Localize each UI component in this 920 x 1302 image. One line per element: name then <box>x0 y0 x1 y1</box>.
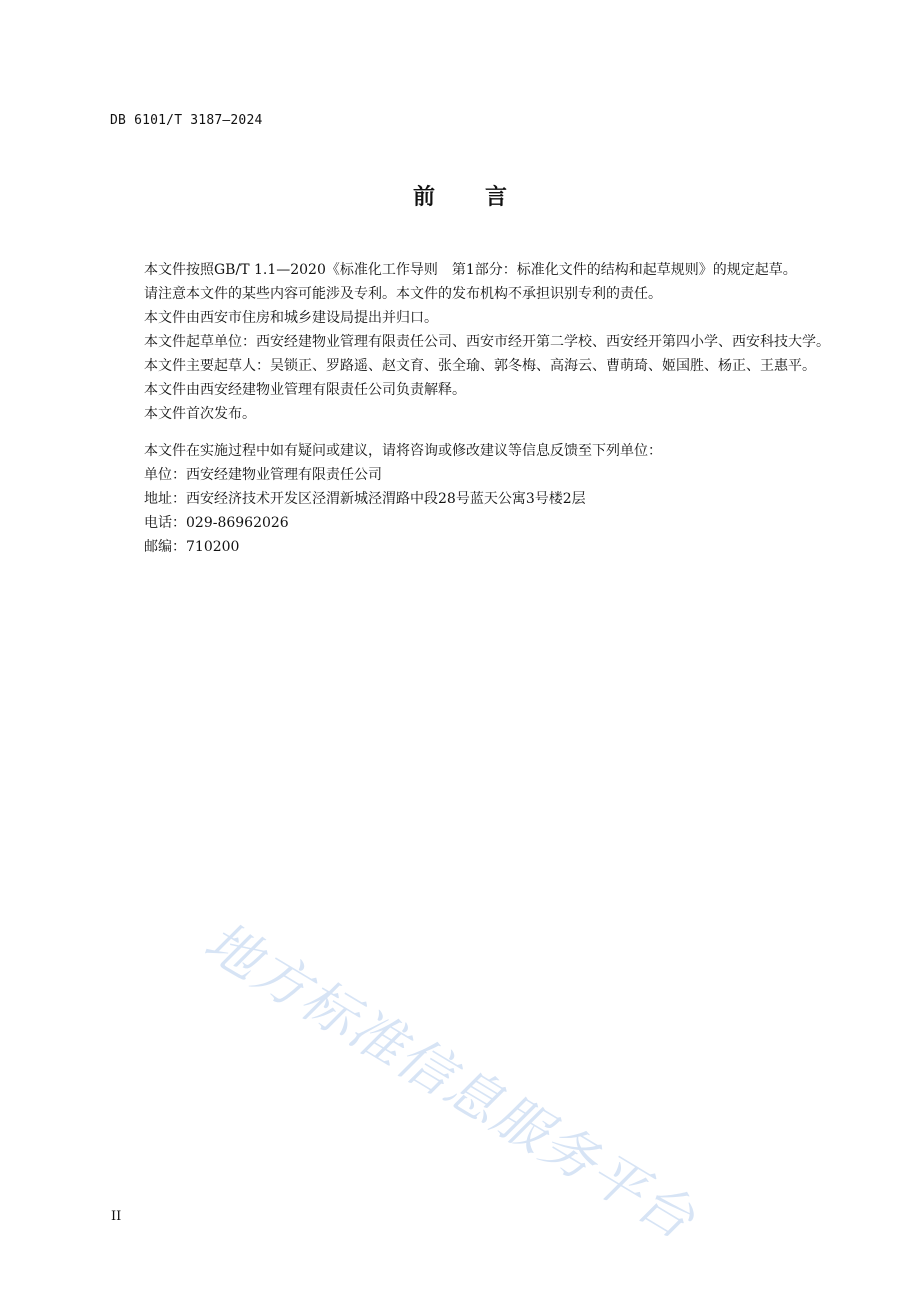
paragraph-proposer: 本文件由西安市住房和城乡建设局提出并归口。 <box>144 310 438 326</box>
page-title <box>0 183 920 213</box>
contact-intro: 本文件在实施过程中如有疑问或建议，请将咨询或修改建议等信息反馈至下列单位： <box>144 443 662 459</box>
paragraph-first-release: 本文件首次发布。 <box>144 406 256 422</box>
watermark-text: 地方标准信息服务平台 <box>193 909 707 1252</box>
contact-phone: 电话：029-86962026 <box>144 515 289 531</box>
title-char-2: 言 <box>485 185 508 210</box>
contact-postcode: 邮编：710200 <box>144 539 240 555</box>
contact-unit: 单位：西安经建物业管理有限责任公司 <box>144 467 382 483</box>
foreword-body <box>110 258 832 559</box>
paragraph-patent-notice: 请注意本文件的某些内容可能涉及专利。本文件的发布机构不承担识别专利的责任。 <box>144 286 662 302</box>
page-number: II <box>111 1209 122 1224</box>
title-char-1: 前 <box>412 185 435 210</box>
standard-code: DB 6101/T 3187—2024 <box>110 113 263 128</box>
paragraph-drafting-rules: 本文件按照GB/T 1.1—2020《标准化工作导则 第1部分：标准化文件的结构和起草规则》的规定起草。 <box>144 262 797 278</box>
paragraph-interpretation: 本文件由西安经建物业管理有限责任公司负责解释。 <box>144 382 466 398</box>
paragraph-drafters: 本文件主要起草人：吴锁正、罗路遥、赵文育、张全瑜、郭冬梅、高海云、曹萌琦、姬国胜、杨正、王惠平。 <box>144 358 816 374</box>
paragraph-drafting-units: 本文件起草单位：西安经建物业管理有限责任公司、西安市经开第二学校、西安经开第四小学、西安科技大学。 <box>144 334 830 350</box>
contact-address: 地址：西安经济技术开发区泾渭新城泾渭路中段28号蓝天公寓3号楼2层 <box>144 491 586 507</box>
section-spacer <box>110 426 832 439</box>
